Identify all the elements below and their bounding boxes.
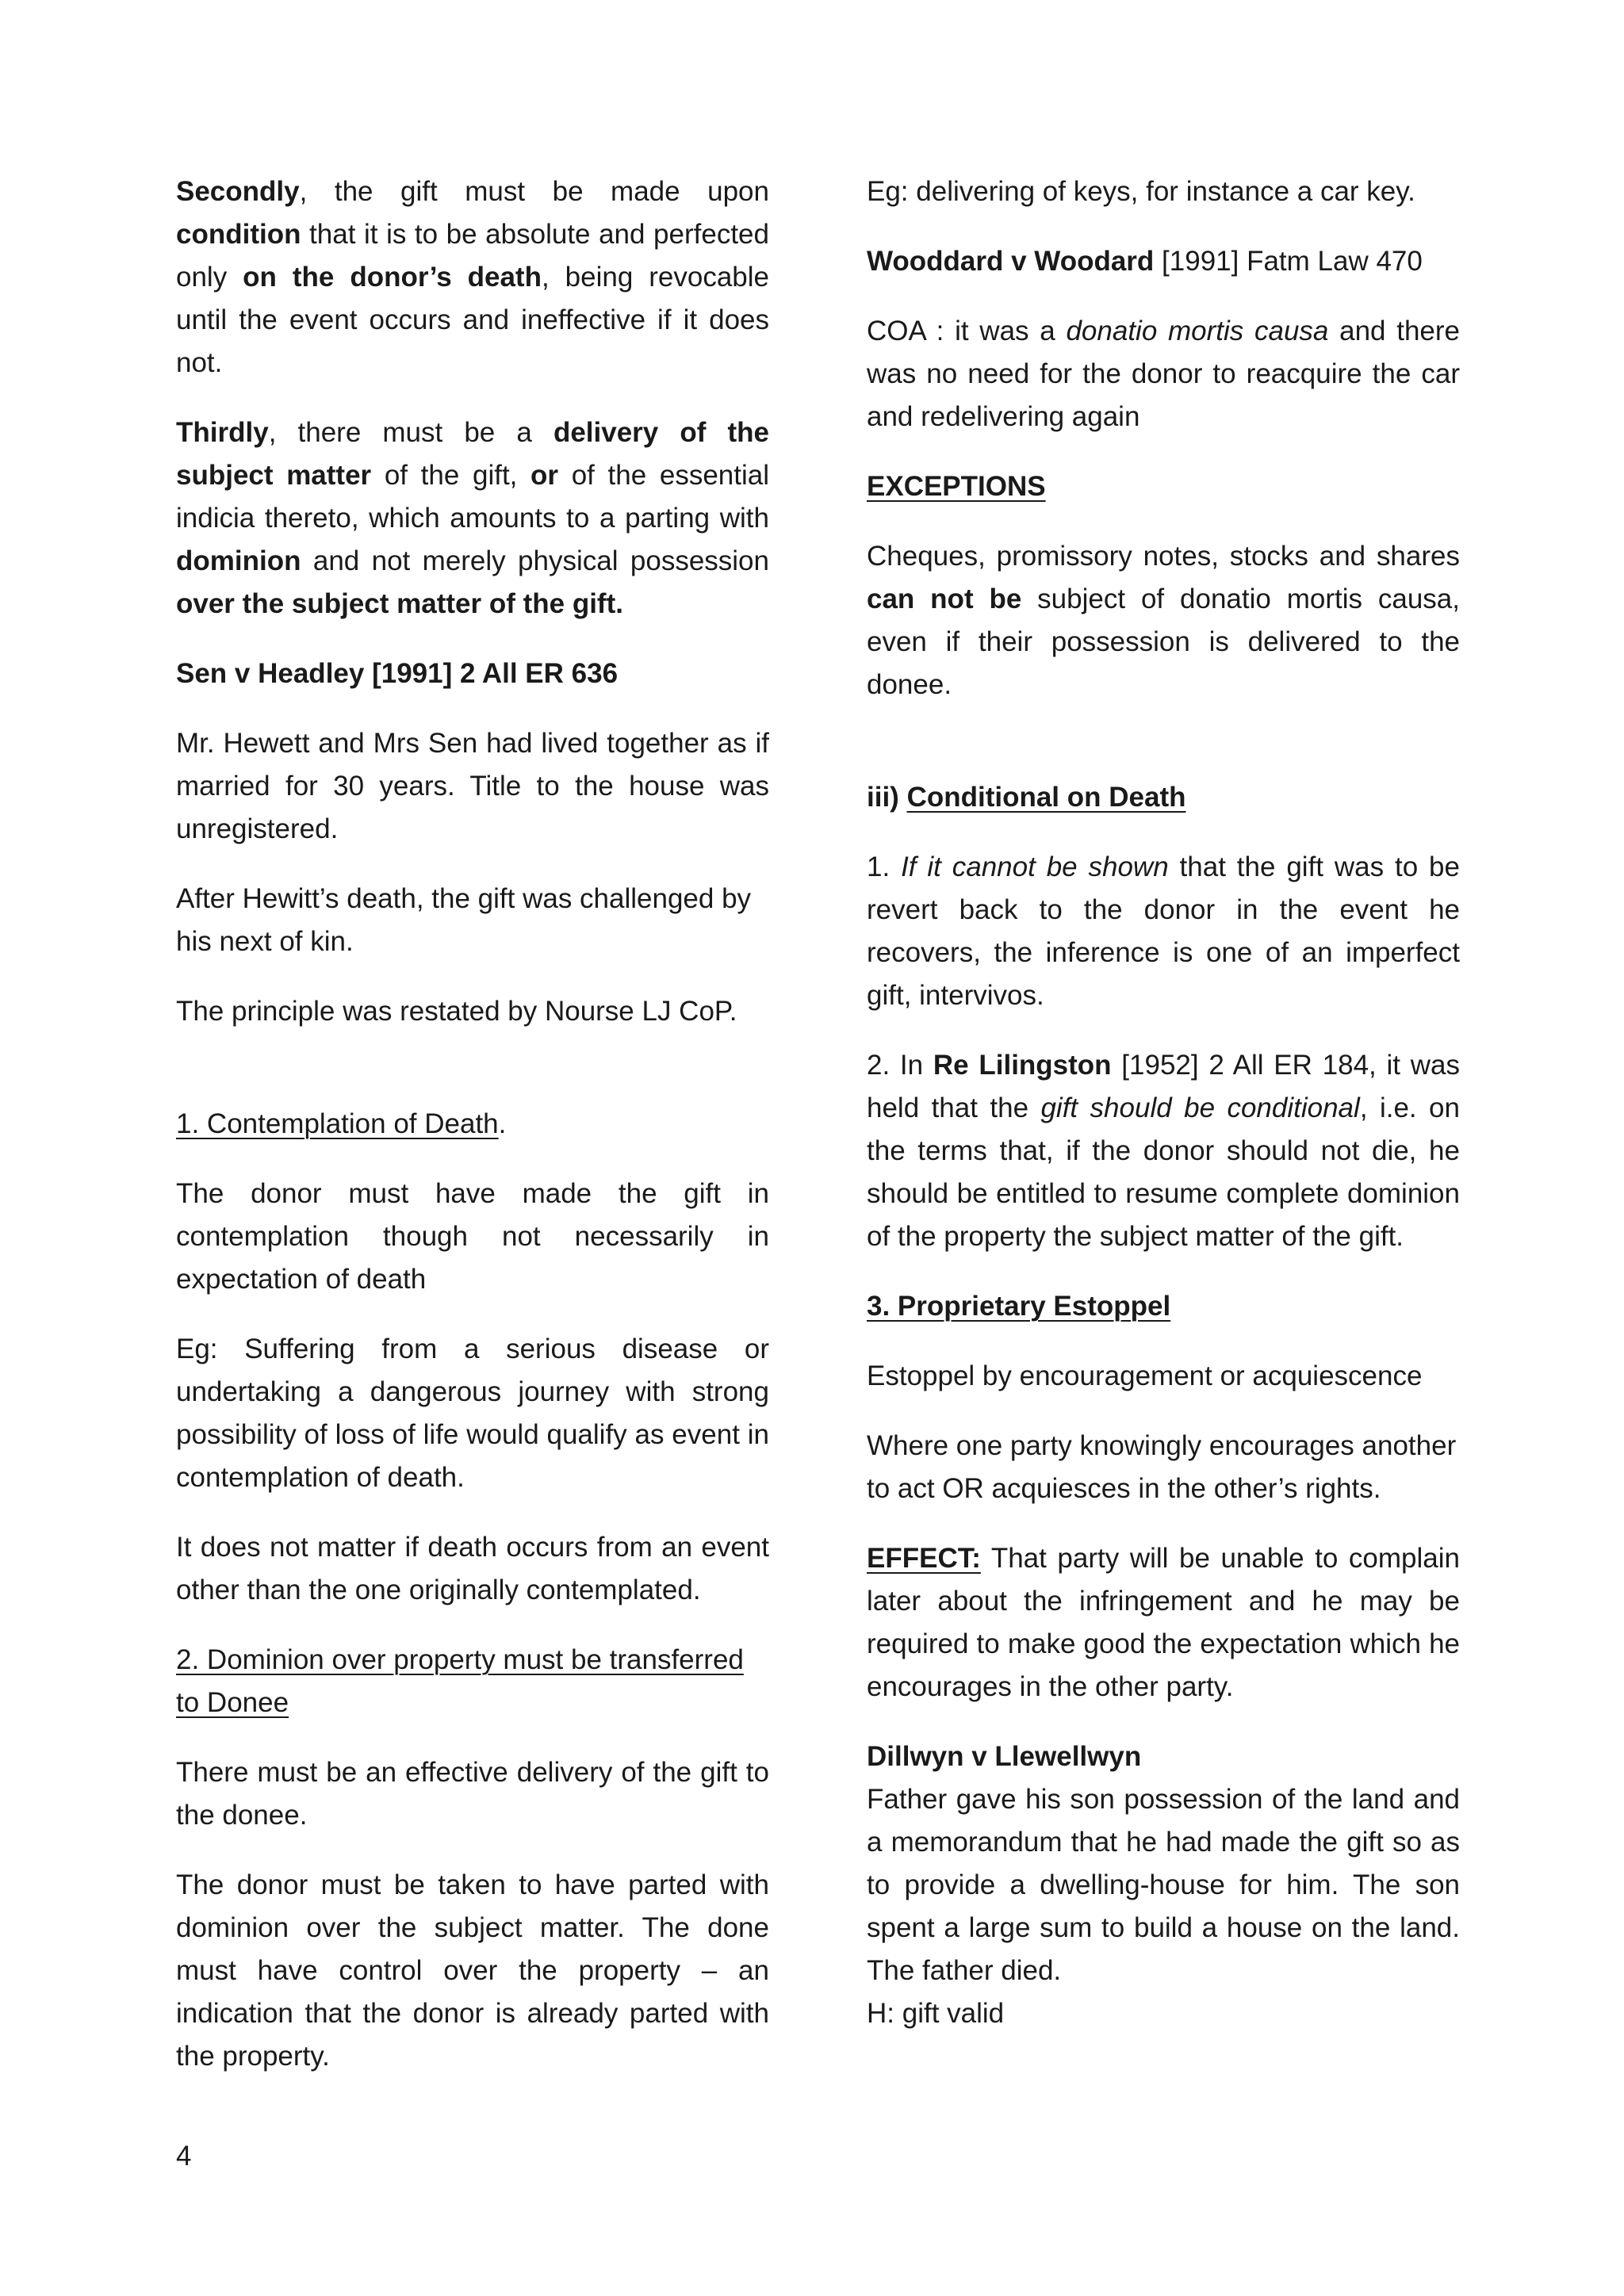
text-run: or (530, 460, 559, 491)
text-run: Father gave his son possession of the land and a memorandum that he had made the gift so as to provide a dwelling-house for him. The son spent a large sum to build a house on the land. The father died. (867, 1784, 1460, 1986)
paragraph (867, 1425, 1460, 1510)
text-run: [1991] Fatm Law 470 (1154, 246, 1423, 277)
text-run: gift should be conditional (1040, 1093, 1360, 1123)
text-run: of the essential indicia thereto, which amounts to a parting with (176, 460, 769, 534)
paragraph (176, 1526, 769, 1612)
text-run: subject of donatio mortis causa, even if their possession is delivered to the donee. (867, 584, 1460, 700)
paragraph (176, 1864, 769, 2078)
text-run: After Hewitt’s death, the gift was challenged by his next of kin. (176, 883, 752, 957)
text-run: COA : it was a (867, 316, 1067, 346)
paragraph (867, 1735, 1460, 1778)
paragraph (176, 652, 769, 695)
text-run: and there was no need for the donor to reacquire the car and redelivering again (867, 316, 1460, 432)
text-run: Dillwyn v Llewellwyn (867, 1741, 1142, 1772)
paragraph (176, 1639, 769, 1724)
text-run: 1. (867, 851, 902, 882)
left-column (176, 170, 769, 2105)
paragraph (867, 1537, 1460, 1709)
text-run: on the donor’s death (243, 262, 542, 293)
text-run: and not merely physical possession (301, 545, 769, 576)
paragraph (867, 846, 1460, 1017)
text-run: [1952] 2 All ER 184, it was held that the (867, 1050, 1461, 1123)
text-run: that the gift was to be revert back to the donor in the event he recovers, the inference is one of an imperfect gift, intervivos. (867, 851, 1460, 1011)
text-run: dominion (176, 545, 301, 576)
text-run: , the gift must be made upon (299, 176, 769, 207)
paragraph-spacer (176, 1060, 769, 1103)
text-run: donatio mortis causa (1066, 316, 1329, 346)
paragraph (867, 776, 1460, 819)
text-run: iii) (867, 782, 907, 813)
paragraph (176, 411, 769, 626)
text-run: The donor must have made the gift in contemplation though not necessarily in expectation of death (176, 1178, 769, 1295)
text-run: That party will be unable to complain later about the infringement and he may be required to make good the expectation which he encourages in the other party. (867, 1543, 1460, 1702)
paragraph (867, 170, 1460, 213)
text-run: condition (176, 219, 301, 250)
paragraph (176, 1328, 769, 1499)
text-run: 2. In (867, 1050, 933, 1081)
paragraph (867, 465, 1460, 508)
paragraph (867, 1044, 1460, 1258)
text-run: Eg: delivering of keys, for instance a car key. (867, 176, 1415, 207)
text-run: Wooddard v Woodard (867, 246, 1155, 277)
text-run: Sen v Headley [1991] 2 All ER 636 (176, 658, 619, 689)
paragraph (176, 722, 769, 851)
paragraph (867, 1355, 1460, 1398)
page-number: 4 (176, 2141, 192, 2172)
text-run: Eg: Suffering from a serious disease or undertaking a dangerous journey with strong possibility of loss of life would qualify as event in contemplation of death. (176, 1334, 769, 1493)
text-run: , there must be a (268, 417, 553, 448)
text-run: Secondly (176, 176, 300, 207)
right-column (867, 170, 1460, 2062)
text-run: H: gift valid (867, 1998, 1005, 2029)
paragraph (867, 535, 1460, 706)
text-run: Re Lilingston (933, 1050, 1112, 1081)
text-run: Estoppel by encouragement or acquiescence (867, 1360, 1423, 1391)
text-run: 1. Contemplation of Death (176, 1108, 499, 1139)
text-run: There must be an effective delivery of the gift to the donee. (176, 1757, 769, 1831)
text-run: It does not matter if death occurs from an event other than the one originally contemplated. (176, 1532, 769, 1605)
text-run: The donor must be taken to have parted with dominion over the subject matter. The done must have control over the property – an indication that the donor is already parted with the property. (176, 1869, 769, 2072)
paragraph (867, 310, 1460, 438)
text-run: can not be (867, 584, 1022, 614)
text-run: The principle was restated by Nourse LJ CoP. (176, 996, 737, 1027)
paragraph-spacer (867, 733, 1460, 776)
text-run: that it is to be absolute and perfected only (176, 219, 769, 293)
text-run: . (498, 1108, 507, 1139)
paragraph (176, 878, 769, 963)
paragraph (867, 1992, 1460, 2035)
paragraph (176, 1751, 769, 1837)
text-run: 2. Dominion over property must be transferred to Donee (176, 1644, 744, 1718)
text-run: over the subject matter of the gift. (176, 588, 623, 619)
paragraph (176, 1103, 769, 1146)
text-run: Conditional on Death (906, 782, 1186, 813)
paragraph (176, 990, 769, 1033)
paragraph (867, 1285, 1460, 1328)
text-run: , i.e. on the terms that, if the donor should not die, he should be entitled to resume complete dominion of the property the subject matter of the gift. (867, 1093, 1460, 1252)
text-run: EFFECT: (867, 1543, 981, 1574)
text-run: Thirdly (176, 417, 269, 448)
paragraph (867, 1778, 1460, 1992)
text-run: Mr. Hewett and Mrs Sen had lived together as if married for 30 years. Title to the house was unregistered. (176, 728, 769, 844)
text-run: EXCEPTIONS (867, 471, 1046, 502)
text-run: If it cannot be shown (901, 851, 1169, 882)
paragraph (176, 1173, 769, 1301)
text-run: , being revocable until the event occurs and ineffective if it does not. (176, 262, 769, 378)
paragraph (176, 170, 769, 385)
text-run: Cheques, promissory notes, stocks and shares (867, 541, 1460, 572)
paragraph (867, 240, 1460, 283)
text-run: of the gift, (371, 460, 531, 491)
text-run: delivery of the subject matter (176, 417, 769, 491)
text-run: Where one party knowingly encourages another to act OR acquiesces in the other’s rights. (867, 1430, 1457, 1504)
text-run: 3. Proprietary Estoppel (867, 1291, 1171, 1322)
